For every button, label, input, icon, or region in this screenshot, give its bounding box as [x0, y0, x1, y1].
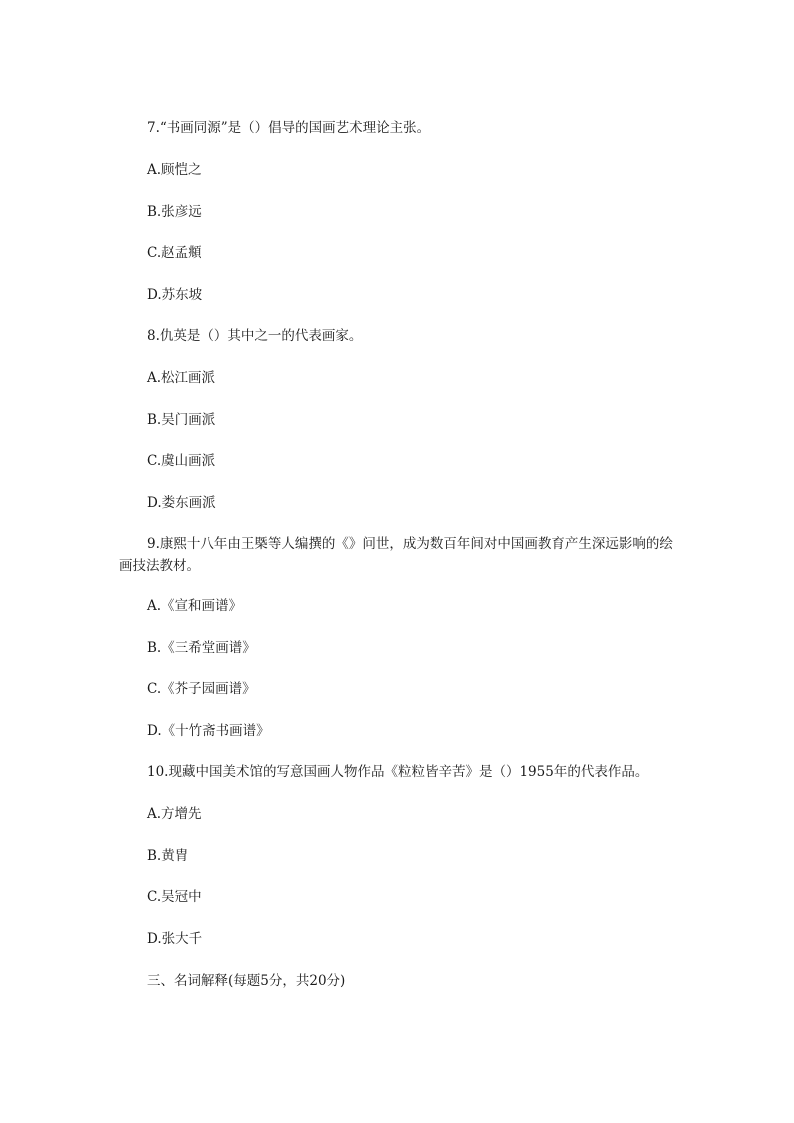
question-9-stem: 9.康熙十八年由王槩等人编撰的《》问世，成为数百年间对中国画教育产生深远影响的绘画技法教材。: [119, 536, 673, 574]
question-10-option-c: C.吴冠中: [147, 889, 202, 905]
question-10-option-b: B.黄胄: [147, 848, 189, 864]
question-7-option-a: A.顾恺之: [147, 162, 202, 178]
question-8-option-d: D.娄东画派: [147, 495, 216, 511]
question-10-stem: 10.现藏中国美术馆的写意国画人物作品《粒粒皆辛苦》是（）1955年的代表作品。: [147, 764, 649, 780]
question-9-option-d: D.《十竹斋书画谱》: [147, 723, 270, 739]
question-9-option-a: A.《宣和画谱》: [147, 598, 243, 614]
question-10-option-d: D.张大千: [147, 931, 203, 947]
question-7-option-d: D.苏东坡: [147, 287, 203, 303]
question-8-option-a: A.松江画派: [147, 370, 216, 386]
question-7-option-b: B.张彦远: [147, 204, 202, 220]
question-10-option-a: A.方增先: [147, 806, 202, 822]
section-heading: 三、名词解释(每题5分，共20分): [147, 973, 346, 989]
question-8-option-b: B.吴门画派: [147, 412, 216, 428]
question-7-stem: 7.“书画同源”是（）倡导的国画艺术理论主张。: [147, 120, 431, 136]
question-8-stem: 8.仇英是（）其中之一的代表画家。: [147, 328, 363, 344]
question-9-option-c: C.《芥子园画谱》: [147, 681, 256, 697]
question-9-option-b: B.《三希堂画谱》: [147, 640, 256, 656]
question-8-option-c: C.虞山画派: [147, 453, 216, 469]
question-7-option-c: C.赵孟頫: [147, 245, 202, 261]
